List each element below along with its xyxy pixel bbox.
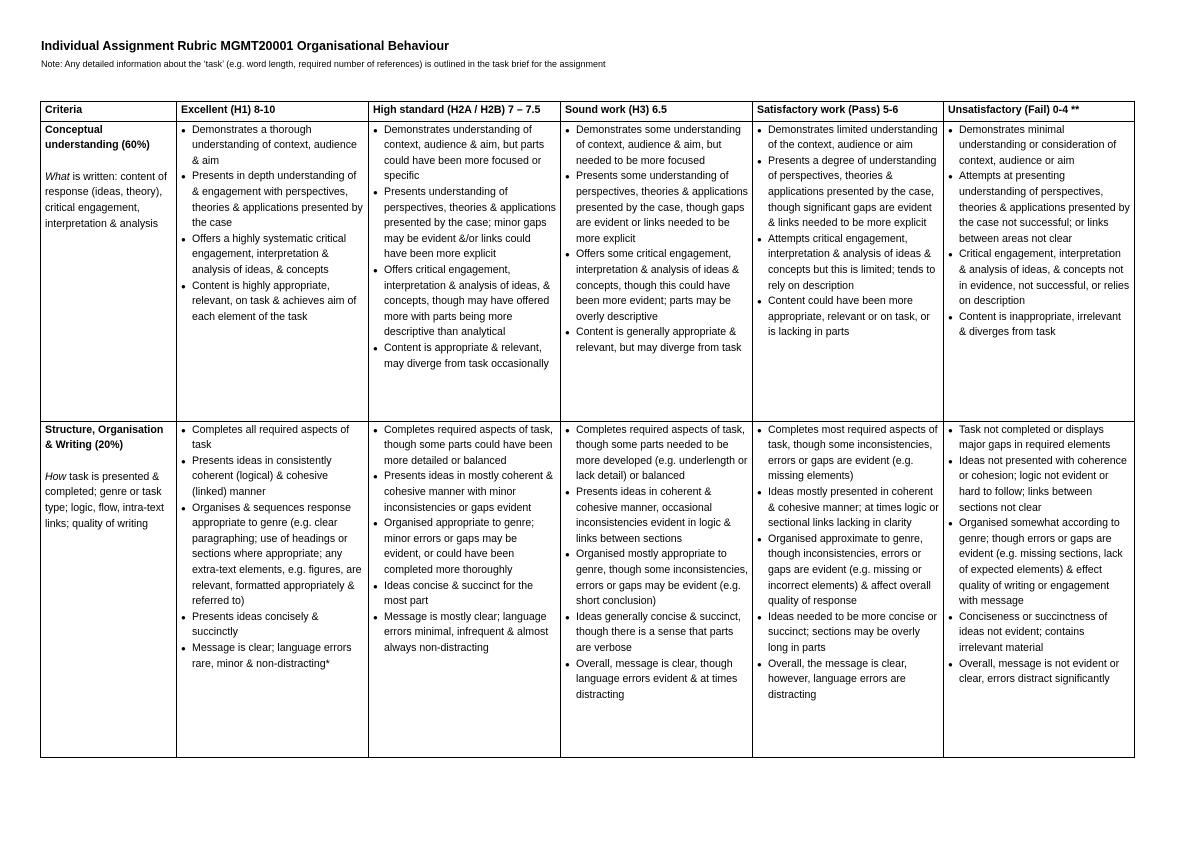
header-satisfactory: Satisfactory work (Pass) 5-6 xyxy=(753,102,944,122)
criterion-list xyxy=(948,423,1130,688)
criterion-item: ● Presents in depth understanding of & engagement with perspectives, theories & applications presented by the case xyxy=(181,169,364,231)
grade-cell-satisfactory xyxy=(753,421,944,757)
grade-cell-excellent xyxy=(177,421,369,757)
criterion-list xyxy=(757,423,939,704)
criterion-item: ● Demonstrates minimal understanding or consideration of context, audience or aim xyxy=(948,123,1130,170)
criterion-item: ● Completes most required aspects of task, though some inconsistencies, errors or gaps are evident (e.g. missing elements) xyxy=(757,423,939,485)
criteria-name: Structure, Organisation & Writing (20%) xyxy=(45,423,164,452)
row-structure-organisation-writing xyxy=(41,421,1135,757)
header-sound-work: Sound work (H3) 6.5 xyxy=(561,102,753,122)
grade-cell-high-standard xyxy=(369,421,561,757)
criterion-item: ● Content is generally appropriate & relevant, but may diverge from task xyxy=(565,325,748,356)
criterion-item: ● Organises & sequences response appropriate to genre (e.g. clear paragraphing; use of headings or sections where appropriate; any extra-text elements, e.g. figures, are relevant, formatted appropriately & referred to) xyxy=(181,501,364,610)
criterion-item: ● Attempts critical engagement, interpretation & analysis of ideas & concepts but this is limited; tends to rely on description xyxy=(757,232,939,294)
criterion-item: ● Content could have been more appropriate, relevant or on task, or is lacking in parts xyxy=(757,294,939,341)
criterion-item: ● Ideas needed to be more concise or succinct; sections may be overly long in parts xyxy=(757,610,939,657)
criterion-item: ● Presents understanding of perspectives, theories & applications presented by the case; minor gaps may be evident &/or links could have been more explicit xyxy=(373,185,556,263)
criterion-item: ● Demonstrates understanding of context, audience & aim, but parts could have been more focused or specific xyxy=(373,123,556,185)
criterion-item: ● Overall, message is clear, though language errors evident & at times distracting xyxy=(565,657,748,704)
criterion-list xyxy=(565,423,748,704)
criterion-item: ● Completes required aspects of task, though some parts needed to be more developed (e.g. underlength or lack detail) or balanced xyxy=(565,423,748,485)
criterion-item: ● Critical engagement, interpretation & analysis of ideas, & concepts not in evidence, not successful, or relies on description xyxy=(948,247,1130,309)
criteria-desc-emphasis: What xyxy=(45,170,70,183)
criterion-item: ● Organised mostly appropriate to genre, though some inconsistencies, errors or gaps may be evident (e.g. short conclusion) xyxy=(565,547,748,609)
grade-cell-unsatisfactory xyxy=(944,421,1135,757)
criterion-item: ● Presents some understanding of perspectives, theories & applications presented by the case, though gaps are evident or links needed to be more explicit xyxy=(565,169,748,247)
criterion-item: ● Overall, message is not evident or clear, errors distract significantly xyxy=(948,657,1130,688)
header-criteria: Criteria xyxy=(41,102,177,122)
criterion-item: ● Organised somewhat according to genre; though errors or gaps are evident (e.g. missing sections, lack of expected elements) & effect quality of writing or engagement with message xyxy=(948,516,1130,610)
criterion-list xyxy=(565,123,748,357)
criterion-item: ● Ideas concise & succinct for the most part xyxy=(373,579,556,610)
grade-cell-sound-work xyxy=(561,421,753,757)
criteria-name: Conceptual understanding (60%) xyxy=(45,123,150,152)
rubric-table xyxy=(40,101,1135,758)
criterion-item: ● Message is clear; language errors rare, minor & non-distracting* xyxy=(181,641,364,672)
header-high-standard: High standard (H2A / H2B) 7 – 7.5 xyxy=(369,102,561,122)
document-title: Individual Assignment Rubric MGMT20001 Organisational Behaviour xyxy=(41,39,449,53)
grade-cell-high-standard xyxy=(369,121,561,421)
criterion-list xyxy=(948,123,1130,341)
criterion-item: ● Message is mostly clear; language errors minimal, infrequent & almost always non-distracting xyxy=(373,610,556,657)
criterion-item: ● Ideas mostly presented in coherent & cohesive manner; at times logic or sectional links lacking in clarity xyxy=(757,485,939,532)
criterion-item: ● Offers some critical engagement, interpretation & analysis of ideas & concepts, though this could have been more evident; parts may be overly descriptive xyxy=(565,247,748,325)
criterion-item: ● Completes required aspects of task, though some parts could have been more detailed or balanced xyxy=(373,423,556,470)
criterion-item: ● Offers critical engagement, interpretation & analysis of ideas, & concepts, though may have offered more with parts being more descriptive than analytical xyxy=(373,263,556,341)
criterion-item: ● Content is highly appropriate, relevant, on task & achieves aim of each element of the task xyxy=(181,279,364,326)
header-row xyxy=(41,102,1135,122)
criterion-item: ● Presents ideas in mostly coherent & cohesive manner with minor inconsistencies or gaps evident xyxy=(373,469,556,516)
criterion-item: ● Task not completed or displays major gaps in required elements xyxy=(948,423,1130,454)
criterion-item: ● Offers a highly systematic critical engagement, interpretation & analysis of ideas, & concepts xyxy=(181,232,364,279)
criterion-item: ● Ideas generally concise & succinct, though there is a sense that parts are verbose xyxy=(565,610,748,657)
criterion-item: ● Presents a degree of understanding of perspectives, theories & applications presented by the case, though significant gaps are evident & links needed to be more explicit xyxy=(757,154,939,232)
grade-cell-unsatisfactory xyxy=(944,121,1135,421)
criterion-list xyxy=(181,423,364,673)
criterion-item: ● Demonstrates some understanding of context, audience & aim, but needed to be more focused xyxy=(565,123,748,170)
criteria-cell xyxy=(41,421,177,757)
criterion-list xyxy=(373,123,556,373)
criterion-item: ● Organised appropriate to genre; minor errors or gaps may be evident, or could have been completed more thoroughly xyxy=(373,516,556,578)
criterion-item: ● Ideas not presented with coherence or cohesion; logic not evident or hard to follow; links between sections not clear xyxy=(948,454,1130,516)
criterion-item: ● Presents ideas in coherent & cohesive manner, occasional inconsistencies evident in logic & links between sections xyxy=(565,485,748,547)
criteria-cell xyxy=(41,121,177,421)
criterion-item: ● Content is inappropriate, irrelevant & diverges from task xyxy=(948,310,1130,341)
document-note: Note: Any detailed information about the ‘task’ (e.g. word length, required number of references) is outlined in the task brief for the assignment xyxy=(41,59,606,69)
criterion-item: ● Demonstrates limited understanding of the context, audience or aim xyxy=(757,123,939,154)
criteria-desc-text: task is presented & completed; genre or task type; logic, flow, intra-text links; quality of writing xyxy=(45,470,164,530)
grade-cell-excellent xyxy=(177,121,369,421)
criterion-list xyxy=(757,123,939,341)
criteria-description xyxy=(45,470,172,532)
row-conceptual-understanding xyxy=(41,121,1135,421)
criteria-description xyxy=(45,170,172,232)
criterion-list xyxy=(373,423,556,657)
criterion-item: ● Demonstrates a thorough understanding of context, audience & aim xyxy=(181,123,364,170)
criterion-item: ● Overall, the message is clear, however, language errors are distracting xyxy=(757,657,939,704)
criterion-item: ● Presents ideas in consistently coherent (logical) & cohesive (linked) manner xyxy=(181,454,364,501)
grade-cell-satisfactory xyxy=(753,121,944,421)
criteria-desc-emphasis: How xyxy=(45,470,67,483)
criterion-item: ● Presents ideas concisely & succinctly xyxy=(181,610,364,641)
grade-cell-sound-work xyxy=(561,121,753,421)
header-unsatisfactory: Unsatisfactory (Fail) 0-4 ** xyxy=(944,102,1135,122)
criterion-item: ● Conciseness or succinctness of ideas not evident; contains irrelevant material xyxy=(948,610,1130,657)
criterion-list xyxy=(181,123,364,326)
criteria-desc-text: is written: content of response (ideas, theory), critical engagement, interpretation & analysis xyxy=(45,170,167,230)
criterion-item: ● Organised approximate to genre, though inconsistencies, errors or gaps are evident (e.g. missing or incorrect elements) & affect overall quality of response xyxy=(757,532,939,610)
criterion-item: ● Content is appropriate & relevant, may diverge from task occasionally xyxy=(373,341,556,372)
header-excellent: Excellent (H1) 8-10 xyxy=(177,102,369,122)
criterion-item: ● Attempts at presenting understanding of perspectives, theories & applications presented by the case not successful; or links between areas not clear xyxy=(948,169,1130,247)
criterion-item: ● Completes all required aspects of task xyxy=(181,423,364,454)
